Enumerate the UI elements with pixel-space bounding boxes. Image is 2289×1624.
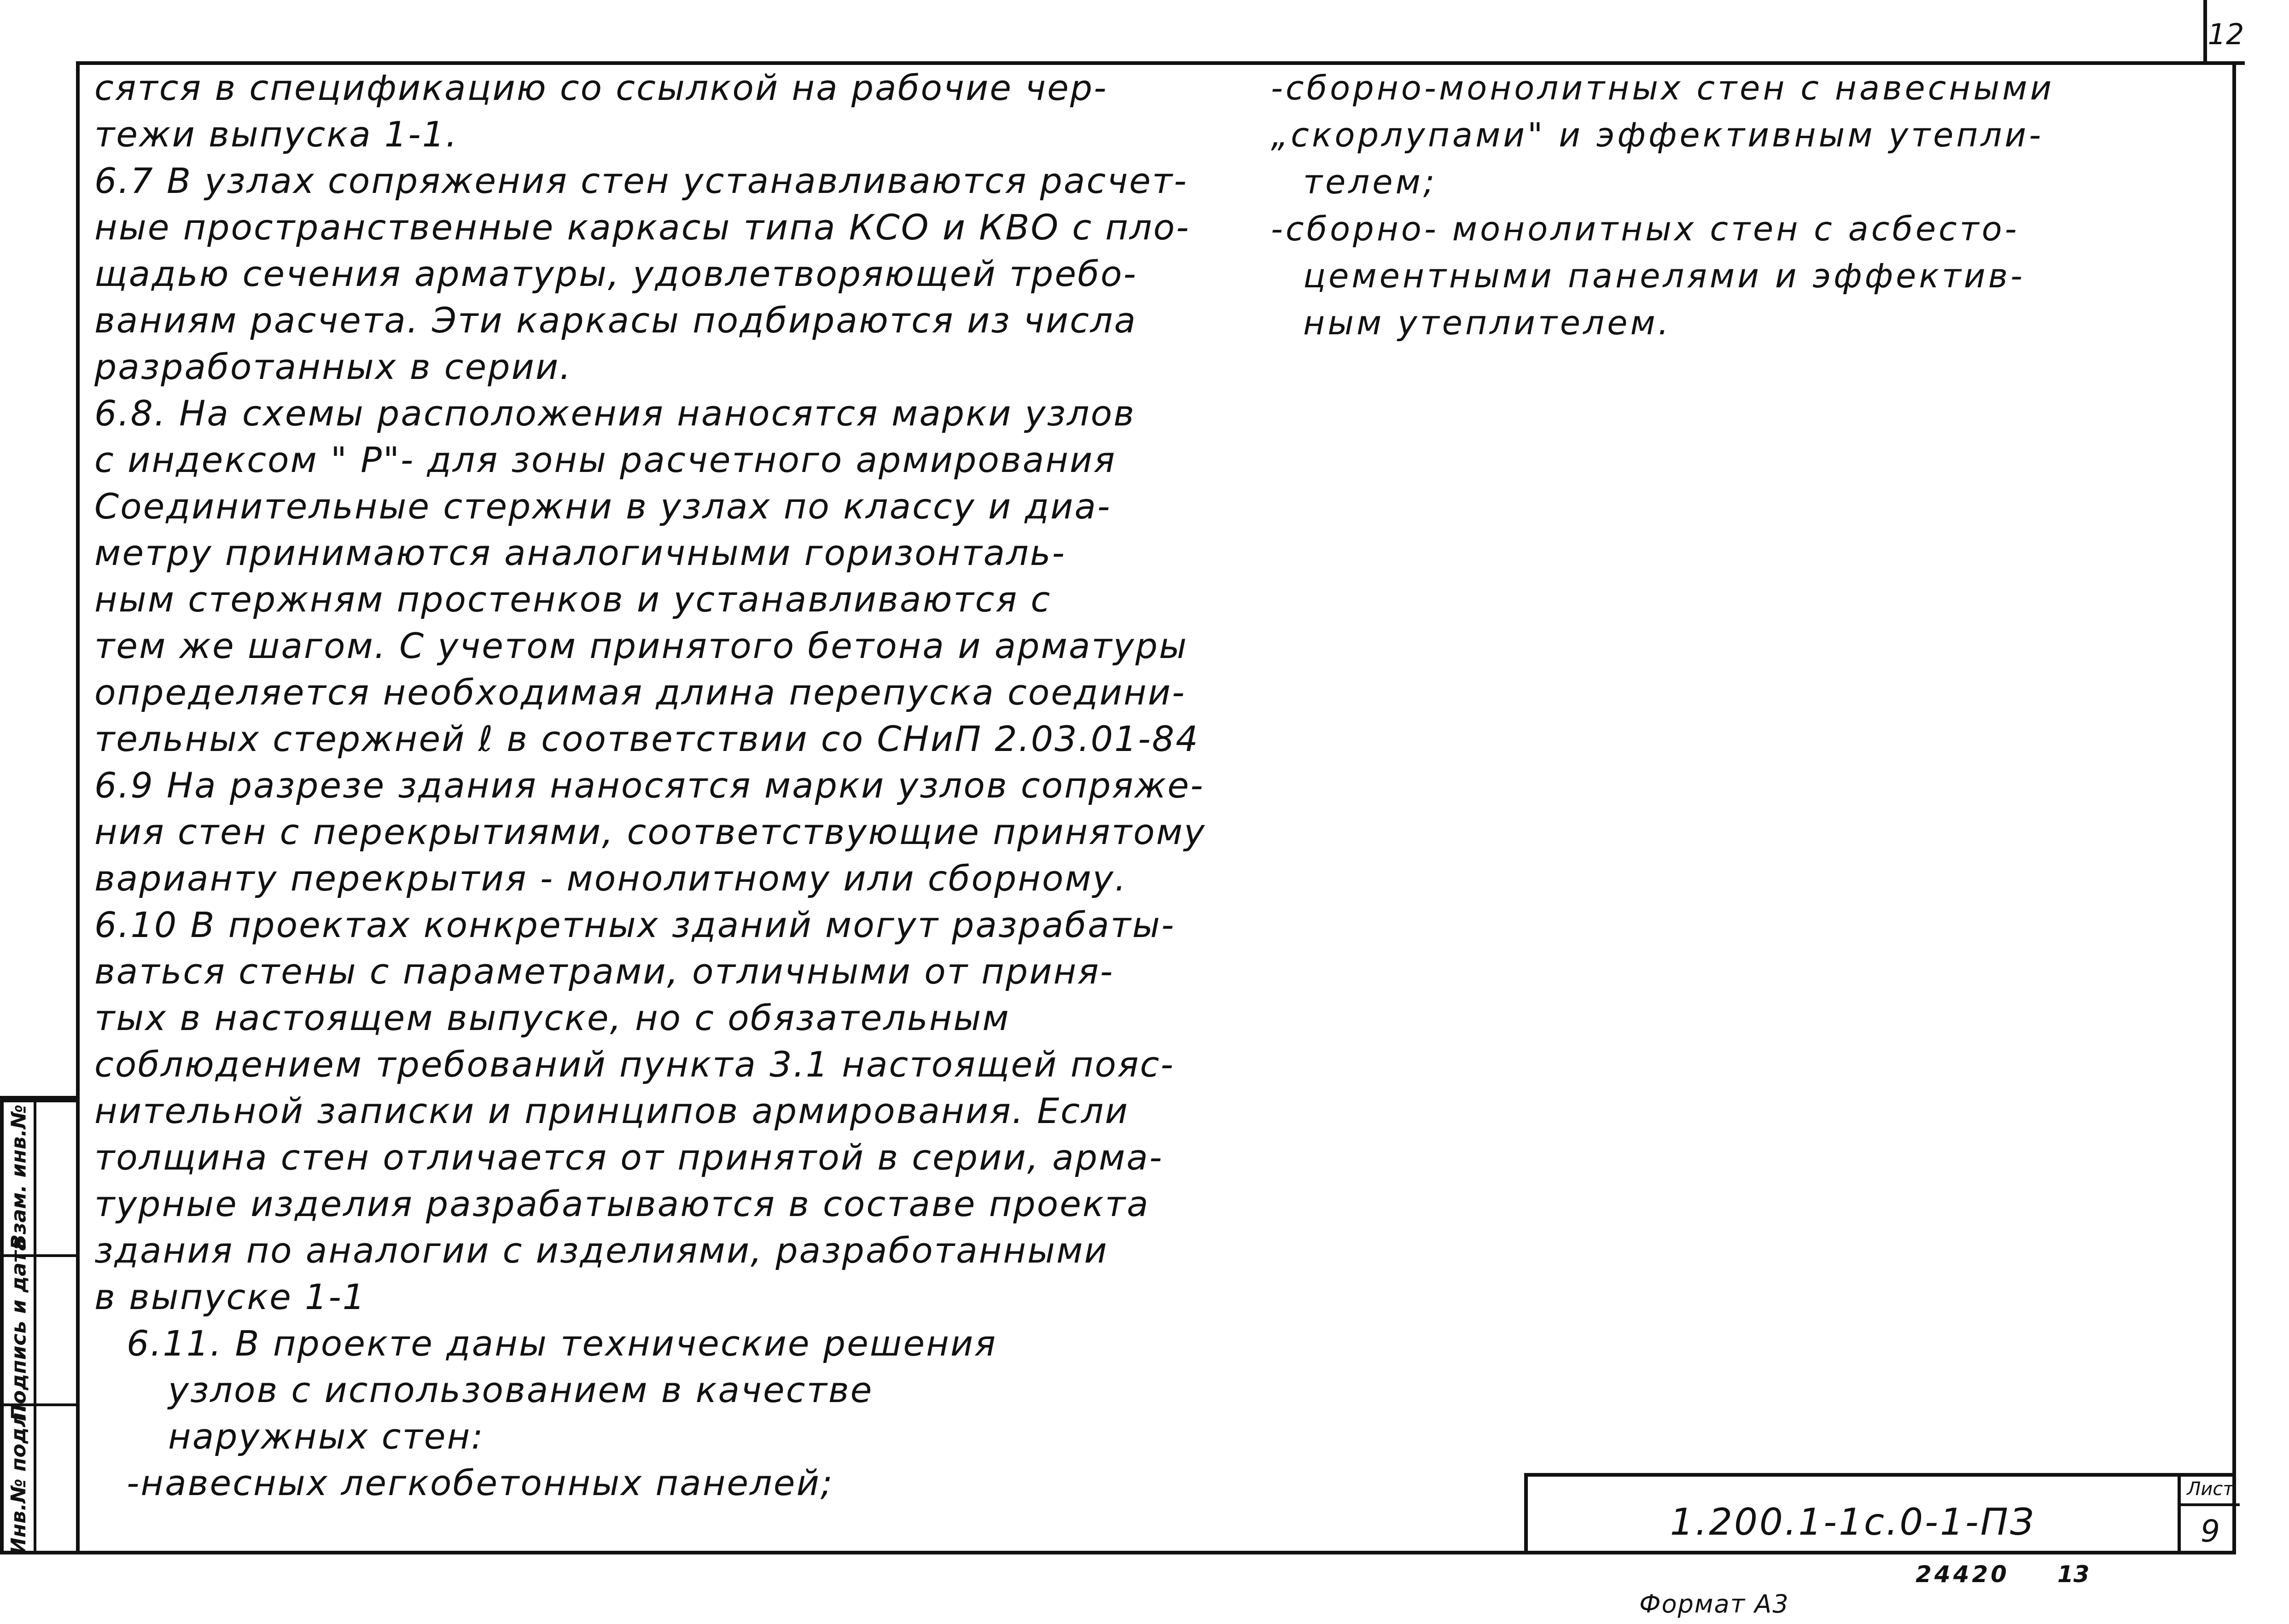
side-label-text: Взам. инв.№ [7,1104,30,1250]
text-line: телем; [1303,163,1438,201]
text-line: ваться стены с параметрами, отличными от приня- [94,951,1114,992]
text-line: 6.9 На разрезе здания наносятся марки узлов сопряже- [94,765,1205,806]
text-line: -навесных легкобетонных панелей; [127,1462,834,1503]
text-line: тем же шагом. С учетом принятого бетона и арматуры [94,625,1188,666]
text-line: метру принимаются аналогичными горизонталь- [94,532,1066,573]
text-line: ным стержням простенков и устанавливаются с [94,579,1052,620]
text-line: ния стен с перекрытиями, соответствующие принятому [94,811,1206,852]
text-line: определяется необходимая длина перепуска соедини- [94,672,1186,713]
text-line: нительной записки и принципов армирования. Если [94,1090,1129,1131]
text-line: турные изделия разрабатываются в составе проекта [94,1183,1150,1224]
side-stamp [0,1096,79,1554]
text-line: 6.11. В проекте даны технические решения [127,1323,997,1364]
text-line: толщина стен отличается от принятой в серии, арма- [94,1137,1164,1178]
text-line: варианту перекрытия - монолитному или сборному. [94,858,1127,899]
page-number: 12 [2207,17,2244,51]
text-line: в выпуске 1-1 [94,1276,367,1317]
title-block [1524,1473,2236,1554]
title-block-divider [2178,1477,2181,1554]
text-line: -сборно-монолитных стен с навесными [1271,69,2055,107]
text-line: узлов с использованием в качестве [168,1369,874,1410]
sheet-number: 9 [2201,1513,2220,1549]
side-label-text: Подпись и дата [7,1237,31,1421]
sheet-label: Лист [2187,1478,2234,1500]
title-block-divider [2178,1503,2240,1506]
text-line: здания по аналогии с изделиями, разработанными [94,1230,1108,1271]
side-stamp-divider [34,1100,36,1551]
copy-count: 13 [2057,1561,2090,1588]
text-line: тежи выпуска 1-1. [94,114,459,155]
right-text-column [1271,64,2215,346]
text-line: тых в настоящем выпуске, но с обязательным [94,997,1010,1038]
text-line: тельных стержней ℓ в соответствии со СНиП 2.03.01-84 [94,718,1200,759]
side-label-signature [4,1237,34,1421]
text-line: 6.10 В проектах конкретных зданий могут разрабаты- [94,904,1176,945]
side-label-original [4,1403,34,1555]
text-line: ные пространственные каркасы типа КСО и КВО с пло- [94,207,1190,248]
text-line: ваниям расчета. Эти каркасы подбираются из числа [94,300,1137,341]
left-text-column [94,64,1206,1506]
text-line: Соединительные стержни в узлах по классу и диа- [94,486,1112,527]
text-line: щадью сечения арматуры, удовлетворяющей требо- [94,253,1137,294]
document-code: 1.200.1-1с.0-1-ПЗ [1670,1501,2036,1543]
text-line: -сборно- монолитных стен с асбесто- [1271,210,2020,248]
archive-number: 24420 [1916,1561,2009,1588]
text-line: соблюдением требований пункта 3.1 настоящей пояс- [94,1044,1175,1085]
side-label-text: Инв.№ подл. [7,1404,30,1554]
text-line: наружных стен: [168,1416,484,1457]
side-label-replacement [4,1100,34,1254]
text-line: с индексом " Р"- для зоны расчетного армирования [94,439,1117,480]
text-line: „скорлупами" и эффективным утепли- [1271,116,2044,154]
text-line: цементными панелями и эффектив- [1303,256,2025,295]
text-line: разработанных в серии. [94,346,572,387]
text-line: сятся в спецификацию со ссылкой на рабочие чер- [94,67,1108,108]
paper-format: Формат А3 [1639,1589,1789,1618]
text-line: 6.8. На схемы расположения наносятся марки узлов [94,393,1136,434]
page-number-box [2203,0,2245,65]
text-line: ным утеплителем. [1303,303,1672,342]
text-line: 6.7 В узлах сопряжения стен устанавливаются расчет- [94,160,1188,201]
